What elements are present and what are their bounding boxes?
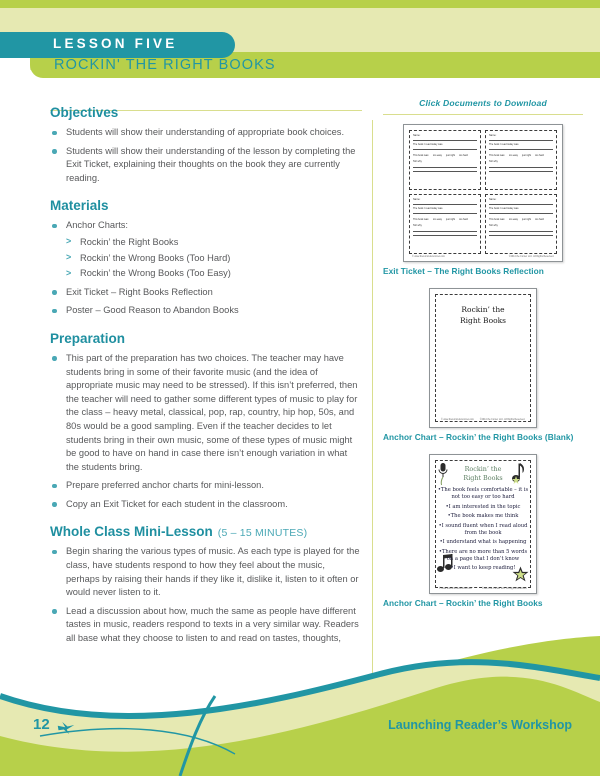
list-item: Lead a discussion about how, much the same as people have different tastes in music, readers respond to texts in a very similar way. Readers all base what they choose to listen to and read on tastes, thoughts, <box>50 605 360 646</box>
ticket-rule <box>489 140 553 141</box>
ticket-rule <box>413 231 477 232</box>
ticket-book-label: The book I read today was <box>413 207 443 211</box>
sheet-footer <box>409 254 557 258</box>
preparation-list <box>50 352 360 512</box>
list-item: Copy an Exit Ticket for each student in the classroom. <box>50 498 360 512</box>
list-item: • I want to keep reading! <box>436 565 530 572</box>
ticket-why-label: Tell why <box>489 224 498 228</box>
objectives-list <box>50 126 360 185</box>
ticket-rating-option: too hard <box>535 218 544 222</box>
sheet-footer-right: ©2014 the Corner LLC. All Rights Reserved. <box>481 588 527 590</box>
list-item: Prepare preferred anchor charts for mini-lesson. <box>50 479 360 493</box>
materials-anchor-label: Anchor Charts: <box>66 220 129 231</box>
ticket-rating-option: just right <box>522 218 532 222</box>
sheet-footer <box>436 586 530 590</box>
sheet-footer-right: ©2014 the Corner LLC. All Rights Reserved. <box>479 419 525 421</box>
list-item: • I understand what is happening <box>436 539 530 546</box>
ticket-rule <box>489 235 553 236</box>
ticket-rule <box>489 167 553 168</box>
list-item: Students will show their understanding of appropriate book choices. <box>50 126 360 140</box>
full-chart-title-line1: Rockin’ the <box>464 465 502 473</box>
ticket-rule <box>413 235 477 236</box>
main-content-column <box>50 105 360 659</box>
list-item: • There are no more than 5 words on a page that I don’t know <box>436 549 530 563</box>
column-divider <box>372 120 373 690</box>
materials-heading: Materials <box>50 198 109 214</box>
list-item: Exit Ticket – Right Books Reflection <box>50 286 360 300</box>
ticket-name-label: Name: <box>413 198 421 201</box>
list-item: > Rockin’ the Wrong Books (Too Easy) <box>66 267 360 281</box>
blank-chart-title <box>435 304 531 326</box>
ticket-rating-label: This book was: <box>413 218 429 222</box>
sheet-footer-left: © www.thecurriculumcorner.com <box>439 588 472 590</box>
ticket-rating-option: too hard <box>535 154 544 158</box>
ticket-name-label: Name: <box>489 134 497 137</box>
exit-ticket-item <box>485 130 557 190</box>
mini-lesson-duration: (5 – 15 MINUTES) <box>217 527 308 540</box>
ticket-why-label: Tell why <box>489 160 498 164</box>
mini-lesson-list <box>50 545 360 645</box>
mini-lesson-section <box>50 524 360 645</box>
list-item: > Rockin’ the Right Books <box>66 236 360 250</box>
exit-ticket-grid <box>409 130 557 254</box>
click-documents-note: Click Documents to Download <box>419 98 547 108</box>
lesson-title: ROCKIN' THE RIGHT BOOKS <box>54 57 276 73</box>
thumbnail-caption[interactable]: Anchor Chart – Rockin’ the Right Books <box>383 598 543 608</box>
materials-section <box>50 198 360 318</box>
ticket-why-label: Tell why <box>413 224 422 228</box>
list-item: • The book feels comfortable – it is not too easy or too hard <box>436 487 530 501</box>
ticket-rating-label: This book was: <box>489 154 505 158</box>
ticket-rating-option: too easy <box>508 154 518 158</box>
thumbnail-caption[interactable]: Exit Ticket – The Right Books Reflection <box>383 266 544 276</box>
footer-title: Launching Reader’s Workshop <box>388 718 572 732</box>
full-chart-title <box>434 465 532 482</box>
sidebar-rule <box>383 114 583 115</box>
blank-anchor-chart-thumbnail[interactable] <box>383 288 583 442</box>
mini-lesson-heading: Whole Class Mini-Lesson <box>50 524 213 540</box>
list-item: Begin sharing the various types of music. As each type is played for the class, have students respond to how they feel about the music, perhaps by raising their hands if they like it, dislike it, listen to it often or would never listen to it. <box>50 545 360 599</box>
ticket-rating-row <box>413 154 477 157</box>
blank-chart-title-line2: Right Books <box>459 316 506 325</box>
exit-ticket-sheet[interactable] <box>403 124 563 262</box>
full-chart-bullets <box>436 487 530 572</box>
ticket-name-label: Name: <box>413 134 421 137</box>
ticket-rating-option: too hard <box>459 154 468 158</box>
anchor-charts-sublist <box>66 236 360 281</box>
blank-chart-title-line1: Rockin’ the <box>461 305 505 314</box>
list-item <box>50 219 360 280</box>
ticket-rating-label: This book was: <box>489 218 505 222</box>
ticket-why-label: Tell why <box>413 160 422 164</box>
list-item: • I am interested in the topic <box>436 504 530 511</box>
full-anchor-chart-thumbnail[interactable] <box>383 454 583 608</box>
documents-sidebar <box>383 98 583 620</box>
full-chart-title-line2: Right Books <box>463 473 503 482</box>
sheet-footer-left: © www.thecurriculumcorner.com <box>441 419 474 421</box>
header-white-notch <box>0 58 30 80</box>
preparation-section <box>50 331 360 512</box>
list-item: This part of the preparation has two choices. The teacher may have students bring in some of their favorite music (and the idea of appropriate music may need to be stressed). If this isn’t preferred, then the teacher will need to gather some different types of music to play for the class – heavy metal, classical, pop, rap, country, hip hop, 50s, and 80s would be a good sampling. Even if the teacher decides to let students bring in their own music, some of these types of music might be good to have on hand in case there isn’t enough variation in what the students bring. <box>50 352 360 474</box>
ticket-rating-option: too easy <box>432 218 442 222</box>
ticket-rating-option: too hard <box>459 218 468 222</box>
bird-icon <box>57 721 75 735</box>
ticket-rating-row <box>413 218 477 221</box>
ticket-rating-option: just right <box>446 218 456 222</box>
ticket-rule <box>413 204 477 205</box>
ticket-rating-option: just right <box>446 154 456 158</box>
page-number: 12 <box>33 716 50 733</box>
preparation-heading: Preparation <box>50 330 126 346</box>
sheet-footer-left: © www.thecurriculumcorner.com <box>412 256 445 258</box>
exit-ticket-item <box>409 194 481 254</box>
objectives-heading: Objectives <box>50 105 119 120</box>
list-item: • I sound fluent when I read aloud from the book <box>436 523 530 537</box>
blank-chart-sheet[interactable] <box>429 288 537 428</box>
exit-ticket-item <box>485 194 557 254</box>
ticket-name-label: Name: <box>489 198 497 201</box>
ticket-book-label: The book I read today was <box>489 207 519 211</box>
ticket-rule <box>489 171 553 172</box>
materials-list <box>50 219 360 318</box>
ticket-rule <box>413 213 477 214</box>
ticket-book-label: The book I read today was <box>413 143 443 147</box>
mini-lesson-heading-row <box>50 524 360 539</box>
lesson-label: LESSON FIVE <box>53 36 178 51</box>
ticket-rule <box>413 140 477 141</box>
ticket-rule <box>413 149 477 150</box>
ticket-rule <box>413 167 477 168</box>
ticket-rating-option: just right <box>522 154 532 158</box>
ticket-rating-row <box>489 218 553 221</box>
ticket-rating-option: too easy <box>432 154 442 158</box>
ticket-rule <box>413 171 477 172</box>
header-top-band <box>0 0 600 8</box>
thumbnail-caption[interactable]: Anchor Chart – Rockin’ the Right Books (Blank) <box>383 432 574 442</box>
ticket-rule <box>489 149 553 150</box>
ticket-rule <box>489 231 553 232</box>
objectives-section <box>50 105 360 185</box>
sheet-footer-right: ©2014 the Corner LLC. All Rights Reserved. <box>508 256 554 258</box>
exit-ticket-item <box>409 130 481 190</box>
list-item: • The book makes me think <box>436 513 530 520</box>
list-item: Poster – Good Reason to Abandon Books <box>50 304 360 318</box>
sheet-footer <box>438 417 528 421</box>
list-item: > Rockin’ the Wrong Books (Too Hard) <box>66 252 360 266</box>
ticket-rating-row <box>489 154 553 157</box>
ticket-rating-option: too easy <box>508 218 518 222</box>
full-chart-sheet[interactable] <box>429 454 537 594</box>
exit-ticket-thumbnail[interactable] <box>383 124 583 276</box>
ticket-book-label: The book I read today was <box>489 143 519 147</box>
page-footer-decoration <box>0 636 600 776</box>
ticket-rule <box>489 204 553 205</box>
ticket-rating-label: This book was: <box>413 154 429 158</box>
ticket-rule <box>489 213 553 214</box>
list-item: Students will show their understanding of the lesson by completing the Exit Ticket, explaining their thoughts on the book they are currently reading. <box>50 145 360 186</box>
